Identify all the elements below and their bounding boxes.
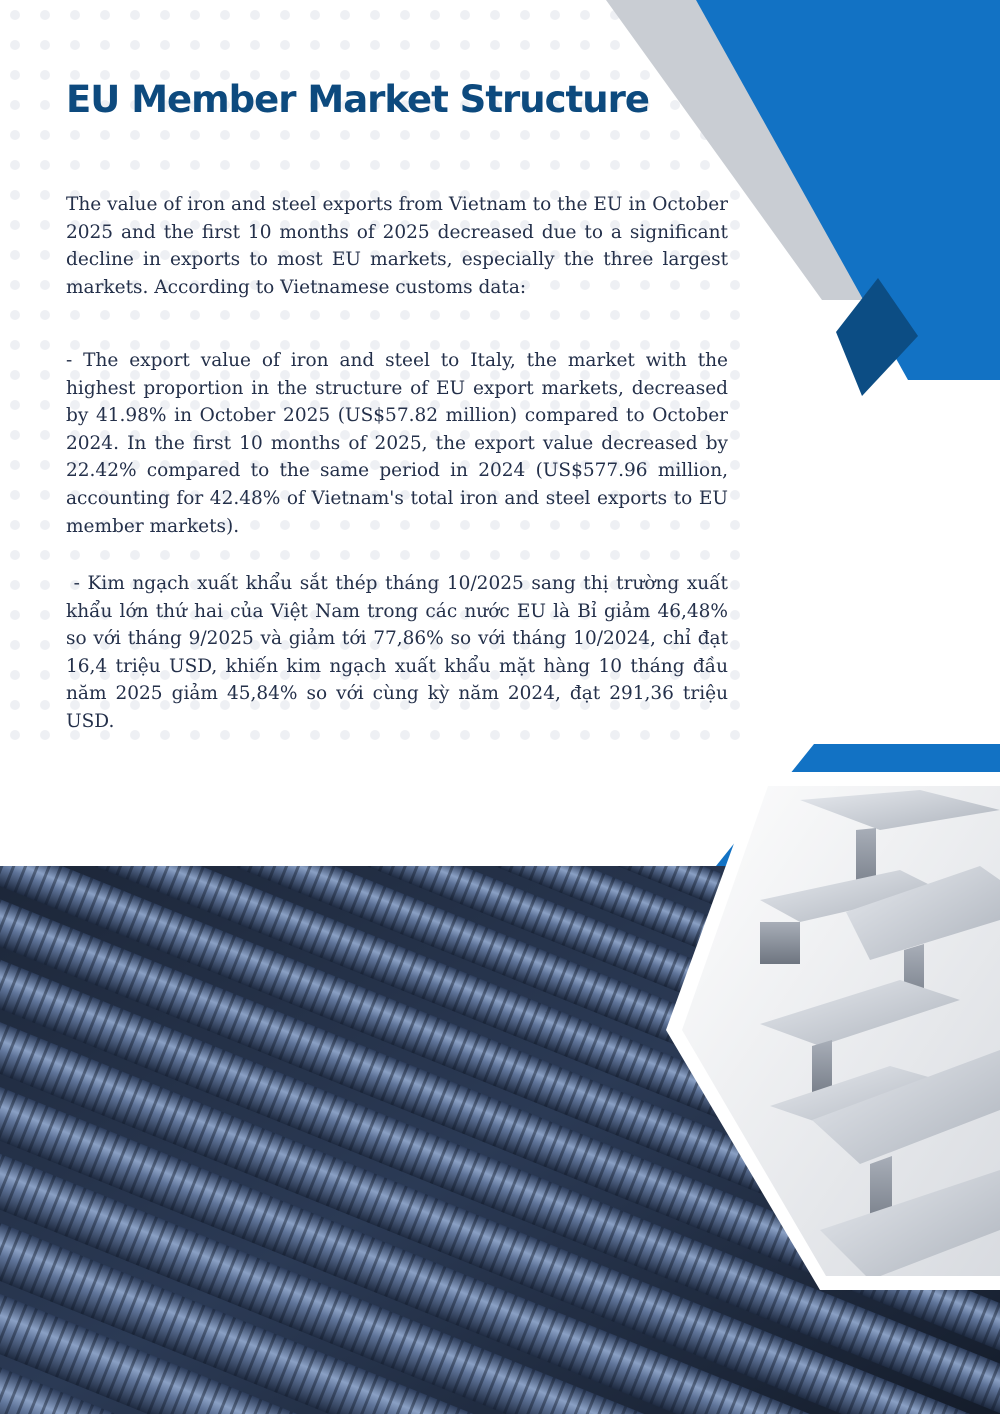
belgium-paragraph: - Kim ngạch xuất khẩu sắt thép tháng 10/2025 sang thị trường xuất khẩu lớn thứ hai của Việt Nam trong các nước EU là Bỉ giảm 46,48% so với tháng 9/2025 và giảm tới 77,86% so với tháng 10/2024, chỉ đạt 16,4 triệu USD, khiến kim ngạch xuất khẩu mặt hàng 10 tháng đầu năm 2025 giảm 45,84% so với cùng kỳ năm 2024, đạt 291,36 triệu USD. (66, 573, 728, 732)
intro-paragraph: The value of iron and steel exports from Vietnam to the EU in October 2025 and the first 10 months of 2025 decreased due to a significant decline in exports to most EU markets, especially the three largest markets. According to Vietnamese customs data: (66, 194, 728, 298)
italy-paragraph: - The export value of iron and steel to Italy, the market with the highest proportion in the structure of EU export markets, decreased by 41.98% in October 2025 (US$57.82 million) compared to October 2024. In the first 10 months of 2025, the export value decreased by 22.42% compared to the same period in 2024 (US$577.96 million, accounting for 42.48% of Vietnam's total iron and steel exports to EU member markets). (66, 350, 728, 537)
page-title: EU Member Market Structure (66, 78, 649, 121)
